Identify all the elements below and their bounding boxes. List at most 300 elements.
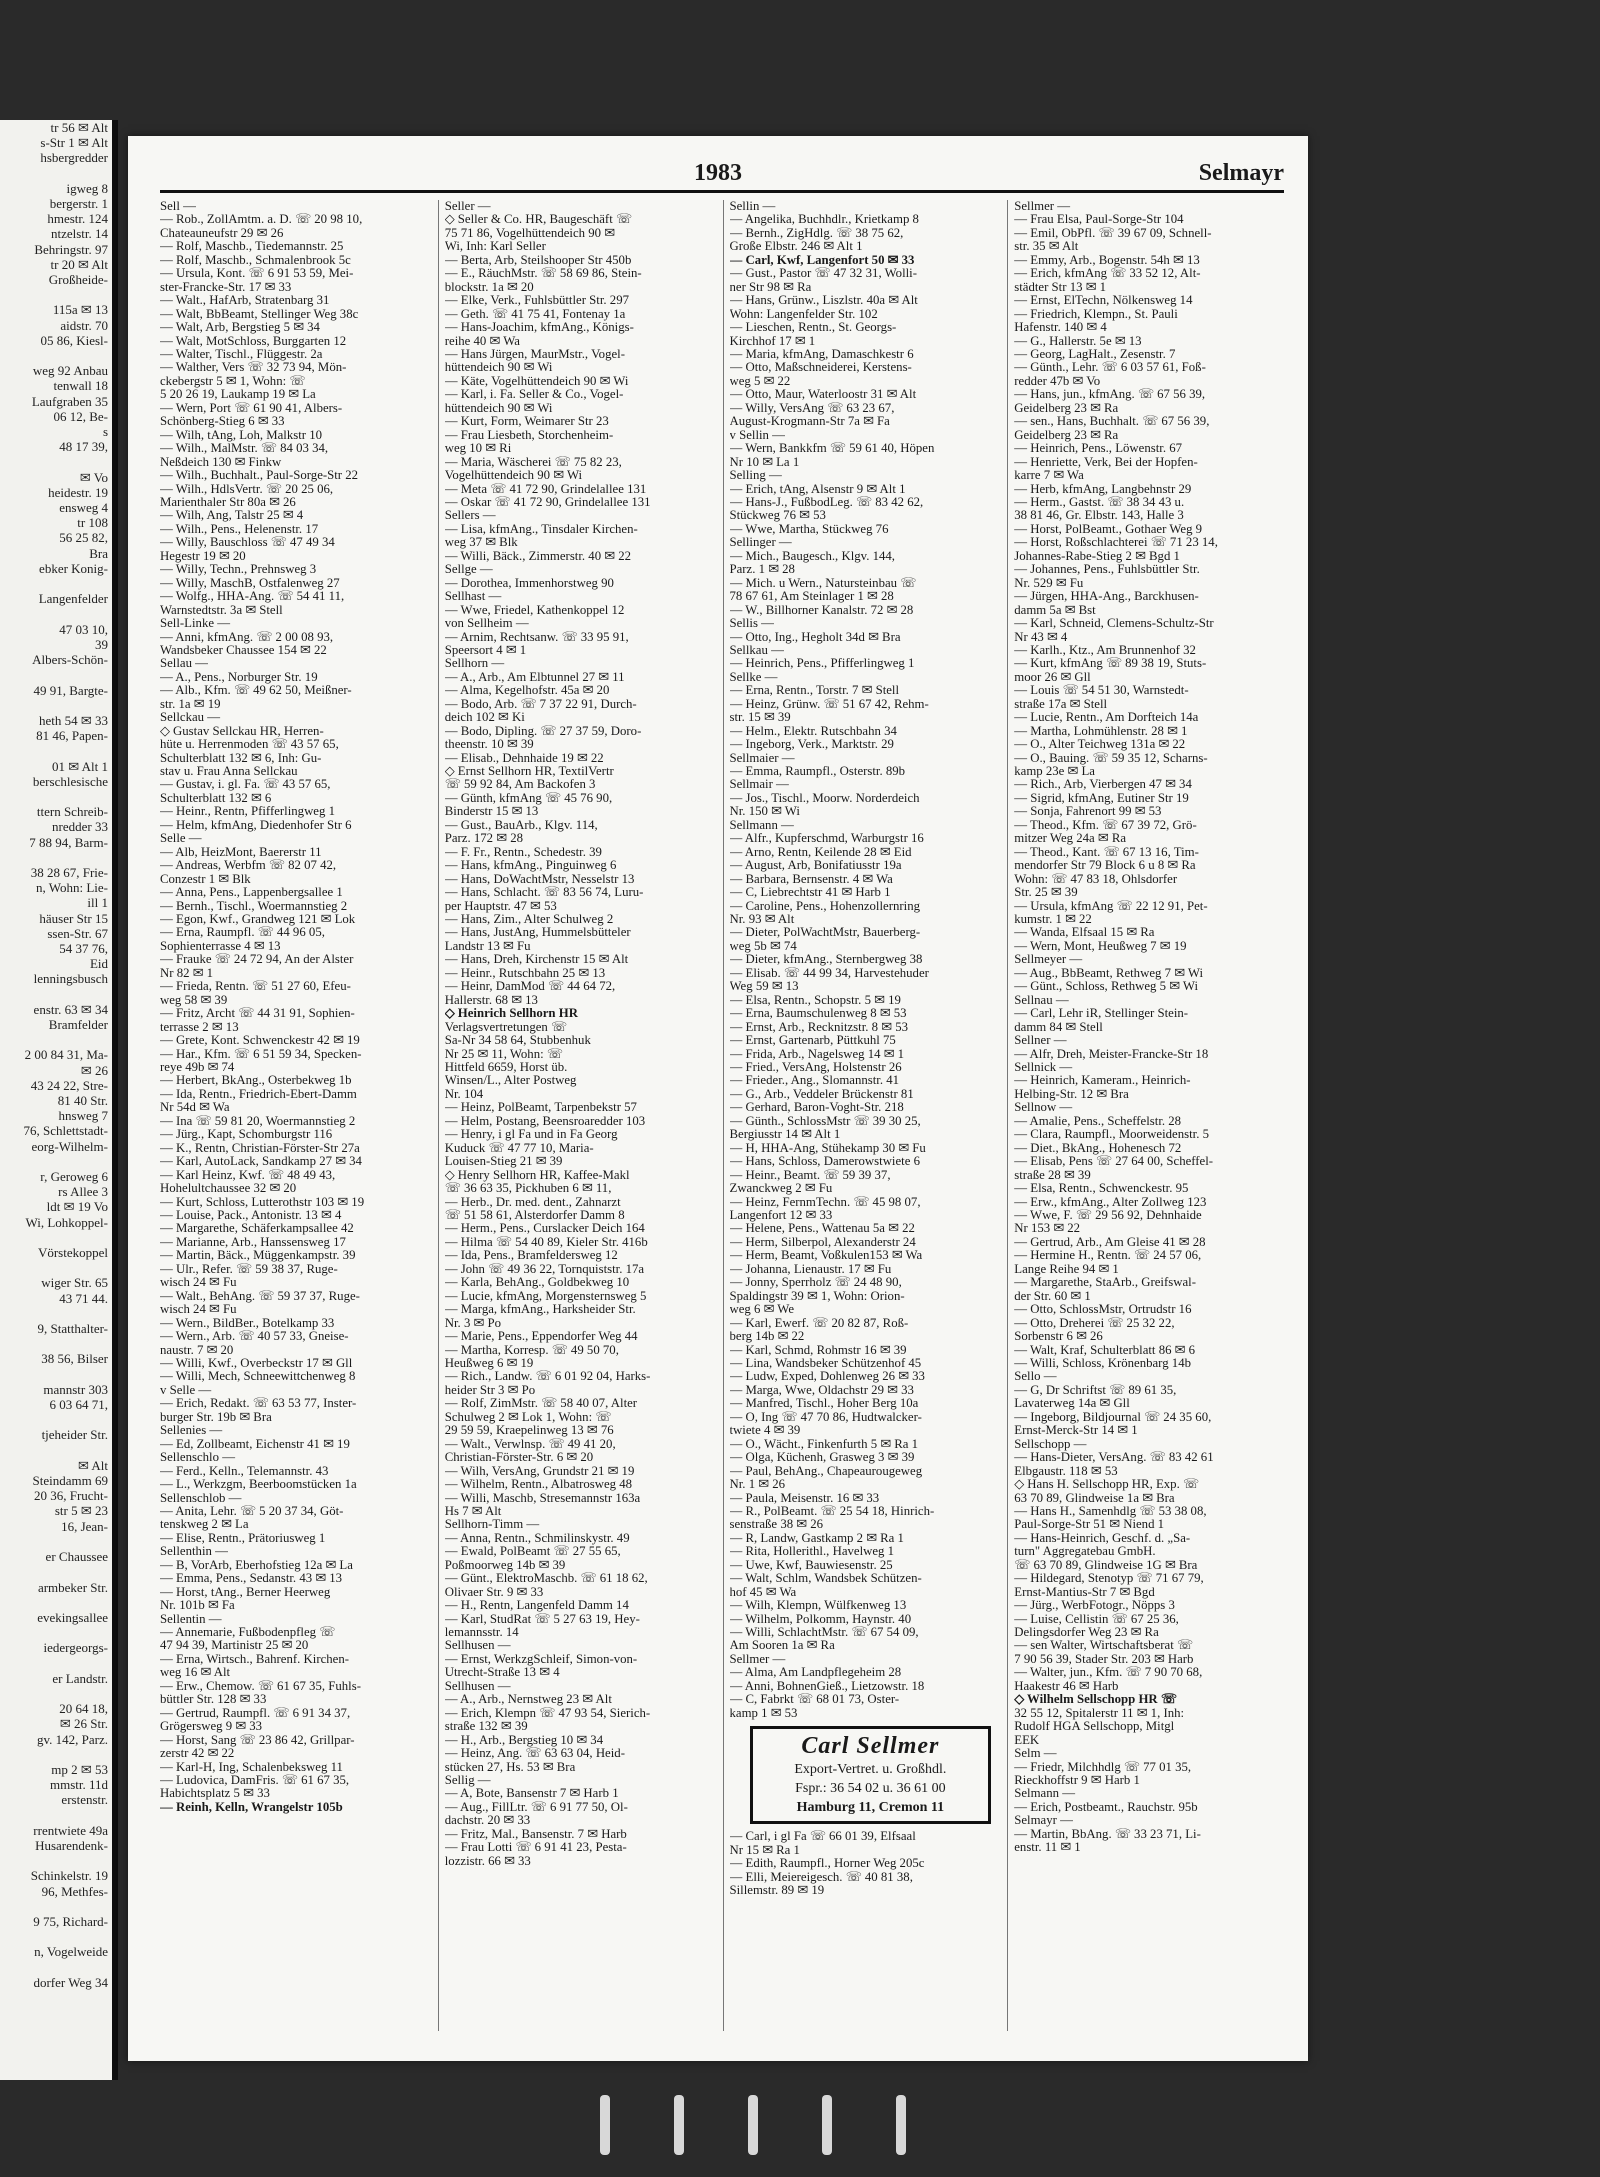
directory-entry-line: Sillemstr. 89 ✉ 19 [729,1884,825,1898]
directory-entry-line: — Louis ☏ 54 51 30, Warnstedt- [1014,684,1189,698]
directory-entry-line: — Helm., Elektr. Rutschbahn 34 [729,724,897,738]
surname-heading: Sellmair — [729,778,789,792]
directory-entry-line: — Karl, Ewerf. ☏ 20 82 87, Roß- [729,1316,909,1330]
directory-entry-line: — August, Arb, Bonifatiusstr 19a [729,859,902,873]
directory-entry-line: — Lisa, kfmAng., Tinsdaler Kirchen- [444,522,638,536]
directory-entry-line: Nr 54d ✉ Wa [160,1101,230,1115]
directory-entry-line: — Walt, Kraf, Schulterblatt 86 ✉ 6 [1014,1343,1196,1357]
directory-entry-line: — Karl-H, Ing, Schalenbeksweg 11 [160,1760,343,1774]
directory-entry-line: — Herb, kfmAng, Langbehnstr 29 [1014,482,1192,496]
directory-entry-line: — Wwe, F. ☏ 29 56 92, Dehnhaide [1014,1208,1202,1222]
page-number: 1983 [694,160,742,186]
directory-entry-line: 29 59 59, Kraepelinweg 13 ✉ 76 [444,1424,614,1438]
directory-entry-line: Rieckhoffstr 9 ✉ Harb 1 [1014,1774,1140,1788]
directory-entry-line: — O., Bauing. ☏ 59 35 12, Scharns- [1014,751,1208,765]
directory-entry-line: — Jos., Tischl., Moorw. Norderdeich [729,791,920,805]
left-page-line: nredder 33 [52,819,108,835]
directory-entry-line: — Wern, Mont, Heußweg 7 ✉ 19 [1014,939,1187,953]
directory-entry-line: — Karl, AutoLack, Sandkamp 27 ✉ 34 [160,1155,362,1169]
surname-heading: Sellig — [444,1774,491,1788]
surname-heading: Sellenschlo — [160,1451,235,1465]
left-page-line: ✉ Vo [79,469,108,485]
left-page-line: ✉ 26 Str. [59,1716,108,1732]
surname-heading: Selmann — [1014,1787,1076,1801]
directory-entry-line: straße 132 ✉ 39 [444,1720,528,1734]
directory-entry-line: Weg 59 ✉ 13 [729,980,799,994]
directory-entry-line: Sorbenstr 6 ✉ 26 [1014,1330,1103,1344]
directory-entry-line: — Hans-Dieter, VersAng. ☏ 83 42 61 [1014,1451,1214,1465]
surname-heading: Sellenthin — [160,1545,228,1559]
directory-entry-line: — Gerhard, Baron-Voght-Str. 218 [729,1101,904,1115]
directory-entry-line: berg 14b ✉ 22 [729,1330,805,1344]
left-page-line [0,166,112,181]
left-page-line: berschlesische [32,773,108,789]
directory-entry-line: damm 84 ✉ Stell [1014,1020,1103,1034]
directory-entry-line: — Jürg., WerbFotogr., Nöpps 3 [1014,1599,1175,1613]
directory-entry-line: — Frida, Arb., Nagelsweg 14 ✉ 1 [729,1047,905,1061]
directory-entry-line: — Rolf, ZimMstr. ☏ 58 40 07, Alter [444,1397,638,1411]
directory-entry-line: Lavaterweg 14a ✉ Gll [1014,1397,1130,1411]
surname-heading: Selm — [1014,1747,1057,1761]
directory-entry-line: reye 49b ✉ 74 [160,1061,235,1074]
directory-entry-line: — Wern, Bankkfm ☏ 59 61 40, Höpen [729,442,935,456]
directory-entry-line: — H., Arb., Bergstieg 10 ✉ 34 [444,1733,604,1747]
directory-entry-line: Nr 43 ✉ 4 [1014,630,1068,644]
directory-entry-line: — Jonny, Sperrholz ☏ 24 48 90, [729,1276,902,1290]
directory-entry-line: — Heinz, FernmTechn. ☏ 45 98 07, [729,1195,921,1209]
surname-heading: Sellkau — [729,643,784,657]
directory-entry-line: dachstr. 20 ✉ 33 [444,1814,531,1828]
directory-entry-line: Olivaer Str. 9 ✉ 33 [444,1585,544,1599]
advertisement-box [750,1726,992,1824]
directory-entry-line: Sa-Nr 34 58 64, Stubbenhuk [444,1034,591,1048]
directory-entry-line: — Hans, Dreh, Kirchenstr 15 ✉ Alt [444,953,629,967]
directory-entry-line: — Willi, SchlachtMstr. ☏ 67 54 09, [729,1626,919,1640]
directory-entry-line: — Geth. ☏ 41 75 41, Fontenay 1a [444,307,626,321]
directory-entry-line: Poßmoorweg 14b ✉ 39 [444,1558,566,1572]
directory-entry-line: — Elsa, Rentn., Schopstr. 5 ✉ 19 [729,993,901,1007]
directory-entry-line: — Ewald, PolBeamt ☏ 27 55 65, [444,1545,621,1559]
directory-entry-line: — Anita, Lehr. ☏ 5 20 37 34, Göt- [160,1504,344,1518]
directory-entry-line: hof 45 ✉ Wa [729,1585,797,1599]
directory-entry-line: — Otto, Maur, Waterloostr 31 ✉ Alt [729,388,917,402]
directory-entry-line: — Willy, Techn., Prehnsweg 3 [160,563,317,577]
directory-entry-line: — Emma, Raumpfl., Osterstr. 89b [729,765,906,779]
directory-entry-line: weg 37 ✉ Blk [444,536,518,550]
directory-entry-line: Christian-Förster-Str. 6 ✉ 20 [444,1451,594,1465]
directory-entry-line: — Hilma ☏ 54 40 89, Kieler Str. 416b [444,1235,648,1249]
directory-entry-line: — Jürg., Kapt, Schomburgstr 116 [160,1128,333,1142]
running-head: Selmayr [1198,160,1284,186]
directory-entry-line: — Herb., Dr. med. dent., Zahnarzt [444,1195,621,1209]
surname-heading: Sellhorn — [444,657,505,671]
directory-entry-line: — Wwe, Friedel, Kathenkoppel 12 [444,603,625,617]
directory-entry-line: Nr. 93 ✉ Alt [729,913,795,927]
directory-entry-line: — Elisab., Dehnhaide 19 ✉ 22 [444,751,604,765]
directory-entry-line: — Alb, HeizMont, Baererstr 11 [160,845,322,859]
directory-entry-line: — Sigrid, kfmAng, Eutiner Str 19 [1014,791,1189,805]
left-page-line: Steindamm 69 [32,1473,108,1489]
left-page-line [0,1260,112,1275]
directory-entry-line: Spaldingstr 39 ✉ 1, Wohn: Orion- [729,1289,905,1303]
directory-entry-line: EEK [1014,1733,1040,1747]
surname-heading: von Sellheim — [444,617,529,631]
surname-heading: Seller — [444,200,491,213]
directory-entry-line: — R, Landw, Gastkamp 2 ✉ Ra 1 [729,1531,904,1545]
directory-entry-line: — Hans, Schlacht. ☏ 83 56 74, Luru- [444,886,644,900]
directory-entry-line: Hs 7 ✉ Alt [444,1504,502,1518]
directory-entry-line: reihe 40 ✉ Wa [444,334,520,348]
directory-entry-line: Wohn: Langenfelder Str. 102 [729,307,878,321]
directory-entry-line: — Walt, BbBeamt, Stellinger Weg 38c [160,307,359,321]
ad-address-line: Hamburg 11, Cremon 11 [796,1800,945,1816]
directory-entry-line: — G, Dr Schriftst ☏ 89 61 35, [1014,1383,1177,1397]
directory-entry-line: — Karl, Schneid, Clemens-Schultz-Str [1014,617,1214,631]
directory-entry-line: Nr 25 ✉ 11, Wohn: ☏ [444,1047,563,1061]
directory-entry-line: — Jürgen, HHA-Ang., Barckhusen- [1014,590,1199,604]
sprocket-mark [822,2095,832,2155]
directory-entry-line: — Wilh., Buchhalt., Paul-Sorge-Str 22 [160,469,359,483]
left-page-line: str 5 ✉ 23 [54,1503,108,1519]
directory-entry-line: — Günth., Lehr. ☏ 6 03 57 61, Foß- [1014,361,1206,375]
directory-entry-line: — Carl, Kwf, Langenfort 50 ✉ 33 [729,253,915,267]
directory-entry-line: — Walther, Vers ☏ 32 73 94, Mön- [160,361,347,375]
directory-entry-line: — Hans, Schloss, Damerowstwiete 6 [729,1155,921,1169]
left-page-line: rs Allee 3 [58,1184,108,1200]
directory-entry-line: — Karla, BehAng., Goldbekweg 10 [444,1276,630,1290]
directory-entry-line: Nr 82 ✉ 1 [160,966,214,980]
directory-entry-line: — Willy, Bauschloss ☏ 47 49 34 [160,536,335,550]
directory-entry-line: Landstr 13 ✉ Fu [444,939,531,953]
directory-entry-line: — Ingeborg, Verk., Marktstr. 29 [729,738,894,752]
directory-entry-line: Nr 15 ✉ Ra 1 [729,1843,800,1857]
directory-entry-line: Louisen-Stieg 21 ✉ 39 [444,1155,563,1169]
directory-entry-line: — Karlh., Ktz., Am Brunnenhof 32 [1014,643,1196,657]
directory-entry-line: Hohelultchaussee 32 ✉ 20 [160,1182,297,1196]
surname-heading: Sellers — [444,509,496,523]
directory-entry-line: — Olga, Küchenh, Grasweg 3 ✉ 39 [729,1451,915,1465]
left-page-line: 05 86, Kiesl- [40,332,108,348]
sprocket-mark [600,2095,610,2155]
directory-entry-line: Zwanckweg 2 ✉ Fu [729,1182,833,1196]
directory-entry-line: — Erich, Redakt. ☏ 63 53 77, Inster- [160,1397,357,1411]
surname-heading: Sellke — [729,670,778,684]
directory-entry-line: — Aug., FillLtr. ☏ 6 91 77 50, Ol- [444,1800,628,1814]
directory-entry-line: — Johanna, Lienaustr. 17 ✉ Fu [729,1262,892,1276]
directory-entry-line: — Ludovica, DamFris. ☏ 61 67 35, [160,1774,350,1788]
directory-entry-line: — C, Liebrechtstr 41 ✉ Harb 1 [729,886,891,900]
directory-entry-line: — Emil, ObPfl. ☏ 39 67 09, Schnell- [1014,226,1212,240]
directory-entry-line: — Walt, MotSchloss, Burggarten 12 [160,334,347,348]
directory-entry-line: — Friedrich, Klempn., St. Pauli [1014,307,1178,321]
directory-entry-line: Ernst-Mantius-Str 7 ✉ Bgd [1014,1585,1155,1599]
directory-entry-line: — Horst, tAng., Berner Heerweg [160,1585,331,1599]
directory-entry-line: August-Krogmann-Str 7a ✉ Fa [729,415,890,429]
directory-entry-line: — Marga, Wwe, Oldachstr 29 ✉ 33 [729,1383,914,1397]
directory-entry-line: ◇ Wilhelm Sellschopp HR ☏ [1014,1693,1177,1707]
directory-entry-line: ◇ Ernst Sellhorn HR, TextilVertr [444,765,614,779]
directory-entry-line: — Uwe, Kwf, Bauwiesenstr. 25 [729,1558,893,1572]
directory-entry-line: — Wilh, tAng, Loh, Malkstr 10 [160,428,323,442]
directory-entry-line: ster-Francke-Str. 17 ✉ 33 [160,280,292,294]
column-2 [438,200,715,2031]
left-page-line [0,348,112,363]
directory-entry-line: ☏ 63 70 89, Glindweise 1G ✉ Bra [1014,1558,1198,1572]
directory-entry-line: — Willy, MaschB, Ostfalenweg 27 [160,576,340,590]
directory-entry-line: — Maria, Wäscherei ☏ 75 82 23, [444,455,622,469]
directory-entry-line: Geidelberg 23 ✉ Ra [1014,401,1119,415]
directory-entry-line: — Rita, Hollerithl., Havelweg 1 [729,1545,895,1559]
surname-heading: Sellinger — [729,536,792,550]
surname-heading: Sellnow — [1014,1101,1073,1115]
directory-page [128,136,1308,2061]
directory-entry-line: — Erw., kfmAng., Alter Zollweg 123 [1014,1195,1207,1209]
left-page-line: 43 71 44. [59,1290,108,1306]
directory-entry-line: — Heinr., Rentn, Pfifferlingweg 1 [160,805,335,819]
directory-entry-line: — Lucie, Rentn., Am Dorfteich 14a [1014,711,1199,725]
directory-entry-line: — Karl Heinz, Kwf. ☏ 48 49 43, [160,1168,336,1182]
surname-heading: Sell-Linke — [160,617,231,631]
directory-entry-line: ◇ Hans H. Sellschopp HR, Exp. ☏ [1014,1478,1199,1492]
left-page-line: s [102,424,108,440]
left-page-line: tjeheider Str. [41,1427,108,1443]
directory-entry-line: — Hans, DoWachtMstr, Nesselstr 13 [444,872,635,886]
directory-entry-line: — O., Alter Teichweg 131a ✉ 22 [1014,738,1186,752]
directory-entry-line: — Clara, Raumpfl., Moorweidenstr. 5 [1014,1128,1210,1142]
directory-entry-line: — Reinh, Kelln, Wrangelstr 105b [160,1800,343,1814]
directory-columns [160,200,1284,2031]
surname-heading: Sellhast — [444,590,502,604]
left-page-line [0,1960,112,1975]
directory-entry-line: Binderstr 15 ✉ 13 [444,805,539,819]
directory-entry-line: Ernst-Merck-Str 14 ✉ 1 [1014,1424,1138,1438]
directory-entry-line: Parz. 172 ✉ 28 [444,832,523,846]
directory-entry-line: — Herm., Pens., Curslacker Deich 164 [444,1222,645,1236]
left-page-line [0,1534,112,1549]
directory-entry-line: — Frieder., Ang., Slomannstr. 41 [729,1074,900,1088]
directory-entry-line: städter Str 13 ✉ 1 [1014,280,1107,294]
directory-entry-line: — Alma, Kegelhofstr. 45a ✉ 20 [444,684,610,698]
directory-entry-line: — Erna, Baumschulenweg 8 ✉ 53 [729,1007,907,1021]
directory-entry-line: blockstr. 1a ✉ 20 [444,280,534,294]
surname-heading: Sellmer — [729,1652,786,1666]
directory-entry-line: — Anni, BohnenGieß., Lietzowstr. 18 [729,1679,925,1693]
directory-entry-line: 38 81 46, Gr. Elbstr. 143, Halle 3 [1014,509,1184,523]
left-page-line: ill 1 [87,895,108,911]
directory-entry-line: — Frau Lotti ☏ 6 91 41 23, Pesta- [444,1841,627,1855]
left-page-line: tenwall 18 [53,378,108,394]
directory-entry-line: — H, HHA-Ang, Stühekamp 30 ✉ Fu [729,1141,926,1155]
directory-entry-line: — Alfr., Kupferschmd, Warburgstr 16 [729,832,924,846]
surname-heading: Sell — [160,200,196,213]
left-page-line: Behringstr. 97 [34,241,108,257]
directory-entry-line: — Heinrich, Pens., Löwenstr. 67 [1014,442,1183,456]
directory-entry-line: — Walt., HafArb, Stratenbarg 31 [160,294,330,308]
directory-entry-line: redder 47b ✉ Vo [1014,374,1101,388]
directory-entry-line: Schulterblatt 132 ✉ 6, Inh: Gu- [160,751,322,765]
directory-entry-line: — Rolf, Maschb., Tiedemannstr. 25 [160,240,344,254]
left-page-line: enstr. 63 ✉ 34 [33,1001,108,1017]
directory-entry-line: — Erw., Chemow. ☏ 61 67 35, Fuhls- [160,1679,361,1693]
directory-entry-line: kamp 23e ✉ La [1014,765,1095,779]
directory-entry-line: — Andreas, Werbfm ☏ 82 07 42, [160,859,337,873]
column-3 [723,200,1000,2031]
left-page-line [0,1929,112,1944]
directory-entry-line: — Manfred, Tischl., Hoher Berg 10a [729,1397,919,1411]
directory-entry-line: wisch 24 ✉ Fu [160,1303,237,1317]
directory-entry-line: — Wern, Port ☏ 61 90 41, Albers- [160,401,343,415]
directory-entry-line: — Ulr., Refer. ☏ 59 38 37, Ruge- [160,1262,338,1276]
directory-entry-line: Conzestr 1 ✉ Blk [160,872,251,886]
directory-entry-line: str. 15 ✉ 39 [729,711,791,725]
directory-entry-line: — K., Rentn, Christian-Förster-Str 27a [160,1141,360,1155]
directory-entry-line: Speersort 4 ✉ 1 [444,643,527,657]
directory-entry-line: — Bodo, Dipling. ☏ 27 37 59, Doro- [444,724,642,738]
directory-entry-line: — Fritz, Mal., Bansenstr. 7 ✉ Harb [444,1827,627,1841]
directory-entry-line: — Walt., BehAng. ☏ 59 37 37, Ruge- [160,1289,360,1303]
directory-entry-line: heider Str 3 ✉ Po [444,1383,536,1397]
directory-entry-line: Hittfeld 6659, Horst üb. [444,1061,568,1074]
directory-entry-line: ☏ 59 92 84, Am Backofen 3 [444,778,596,792]
directory-entry-line: — Günth., SchlossMstr ☏ 39 30 25, [729,1114,921,1128]
left-page-line: iedergeorgs- [43,1640,108,1656]
directory-entry-line: — Anni, kfmAng. ☏ 2 00 08 93, [160,630,334,644]
left-page-line: Laufgraben 35 [31,393,108,409]
directory-entry-line: ◇ Gustav Sellckau HR, Herren- [160,724,324,738]
directory-entry-line: — Helene, Pens., Wattenau 5a ✉ 22 [729,1222,915,1236]
left-page-line [0,576,112,591]
directory-entry-line: — Hans-J., FußbodLeg. ☏ 83 42 62, [729,495,924,509]
directory-entry-line: — Otto, SchlossMstr, Ortrudstr 16 [1014,1303,1192,1317]
directory-entry-line: karre 7 ✉ Wa [1014,469,1084,483]
directory-entry-line: Hegestr 19 ✉ 20 [160,549,246,563]
directory-entry-line: — Carl, i gl Fa ☏ 66 01 39, Elfsaal [729,1830,916,1844]
left-page-line [0,1443,112,1458]
directory-entry-line: — Herm., Gastst. ☏ 38 34 43 u. [1014,495,1185,509]
directory-entry-line: — Ernst, ElTechn, Nölkensweg 14 [1014,294,1193,308]
left-page-line: 54 37 76, [59,940,108,956]
surname-heading: Sellschopp — [1014,1437,1087,1451]
directory-entry-line: — Herbert, BkAng., Osterbekweg 1b [160,1074,352,1088]
directory-entry-line: — W., Billhorner Kanalstr. 72 ✉ 28 [729,603,914,617]
directory-entry-line: — Otto, Dreherei ☏ 25 32 22, [1014,1316,1175,1330]
directory-entry-line: — Gertrud, Raumpfl. ☏ 6 91 34 37, [160,1706,351,1720]
directory-entry-line: — Karl, StudRat ☏ 5 27 63 19, Hey- [444,1612,640,1626]
directory-entry-line: — Ursula, Kont. ☏ 6 91 53 59, Mei- [160,267,354,281]
left-page-line: Vörstekoppel [37,1245,108,1261]
directory-entry-line: — Wanda, Elfsaal 15 ✉ Ra [1014,926,1155,940]
directory-entry-line: stav u. Frau Anna Sellckau [160,765,298,779]
directory-entry-line: — Luise, Cellistin ☏ 67 25 36, [1014,1612,1179,1626]
directory-entry-line: — Meta ☏ 41 72 90, Grindelallee 131 [444,482,647,496]
directory-entry-line: wisch 24 ✉ Fu [160,1276,237,1290]
directory-entry-line: — Lucie, kfmAng, Morgensternsweg 5 [444,1289,647,1303]
column-1 [160,200,430,2031]
left-page-line [0,1686,112,1701]
directory-entry-line: — Herm, Silberpol, Alexanderstr 24 [729,1235,916,1249]
directory-entry-line: — Emmy, Arb., Bogenstr. 54h ✉ 13 [1014,253,1200,267]
directory-entry-line: — Walt., Verwlnsp. ☏ 49 41 20, [444,1437,616,1451]
directory-entry-line: — Ernst, WerkzgSchleif, Simon-von- [444,1652,638,1666]
directory-entry-line: — Willi, Schloss, Krönenbarg 14b [1014,1356,1191,1370]
directory-entry-line: — Diet., BkAng., Hohenesch 72 [1014,1141,1182,1155]
directory-entry-line: — Lieschen, Rentn., St. Georgs- [729,321,897,335]
directory-entry-line: — Heinz, Grünw. ☏ 51 67 42, Rehm- [729,697,929,711]
surname-heading: Sello — [1014,1370,1057,1384]
surname-heading: v Selle — [160,1383,212,1397]
ad-business-line: Export-Vertret. u. Großhdl. [794,1762,947,1778]
directory-entry-line: — Elisab. ☏ 44 99 34, Harvestehuder [729,966,929,980]
left-page-line [0,743,112,758]
directory-entry-line: — Marianne, Arb., Hanssensweg 17 [160,1235,346,1249]
left-page-line: Großheide- [48,272,108,288]
surname-heading: Sellnick — [1014,1061,1073,1074]
directory-entry-line: — Hildegard, Stenotyp ☏ 71 67 79, [1014,1572,1204,1586]
left-page-line: s-Str 1 ✉ Alt [40,135,108,151]
left-page-line: 47 03 10, [59,621,108,637]
directory-entry-line: — Heinr., Beamt. ☏ 59 39 37, [729,1168,891,1182]
directory-entry-line: — Marga, kfmAng., Harksheider Str. [444,1303,636,1317]
left-page-line: lenningsbusch [33,971,108,987]
directory-entry-line: — Herm, Beamt, Voßkulen153 ✉ Wa [729,1249,923,1263]
left-page-line: 49 91, Bargte- [33,682,108,698]
surname-heading: Sellis — [729,617,774,631]
directory-entry-line: — Wilhelm, Rentn., Albatrosweg 48 [444,1478,633,1492]
directory-entry-line: Hallerstr. 68 ✉ 13 [444,993,538,1007]
directory-entry-line: — Bernh., ZigHdlg. ☏ 38 75 62, [729,226,904,240]
directory-entry-line: — Horst, Sang ☏ 23 86 42, Grillpar- [160,1733,355,1747]
surname-heading: Sellmer — [1014,200,1071,213]
directory-entry-line: — Martha, Lohmühlenstr. 28 ✉ 1 [1014,724,1188,738]
directory-entry-line: ◇ Heinrich Sellhorn HR [444,1007,578,1021]
left-page-line: 16, Jean- [61,1518,108,1534]
directory-entry-line: Nr 153 ✉ 22 [1014,1222,1081,1236]
directory-entry-line: — Frieda, Rentn. ☏ 51 27 60, Efeu- [160,980,351,994]
left-page-line: mannstr 303 [43,1381,108,1397]
directory-entry-line: weg 5b ✉ 74 [729,939,797,953]
left-page-line: ✉ Alt [77,1457,108,1473]
directory-entry-line: Utrecht-Straße 13 ✉ 4 [444,1666,560,1680]
directory-entry-line: — Hermine H., Rentn. ☏ 24 57 06, [1014,1249,1202,1263]
left-page-line: 01 ✉ Alt 1 [51,758,108,774]
directory-entry-line: — Margarethe, StaArb., Greifswal- [1014,1276,1196,1290]
directory-entry-line: Nr 10 ✉ La 1 [729,455,800,469]
directory-entry-line: — Dieter, kfmAng., Sternbergweg 38 [729,953,923,967]
left-page-line: n, Wohn: Lie- [35,880,108,896]
left-page-line [0,667,112,682]
directory-entry-line: Nr. 104 [444,1087,484,1101]
directory-entry-line: — Grete, Kont. Schwenckestr 42 ✉ 19 [160,1034,360,1048]
directory-entry-line: büttler Str. 128 ✉ 33 [160,1693,267,1707]
directory-entry-line: — Berta, Arb, Steilshooper Str 450b [444,253,632,267]
left-page-line: rrentwiete 49a [33,1822,108,1838]
directory-entry-line: str. 1a ✉ 19 [160,697,221,711]
directory-entry-line: theenstr. 10 ✉ 39 [444,738,534,752]
directory-entry-line: — Erich, kfmAng ☏ 33 52 12, Alt- [1014,267,1201,281]
directory-entry-line: Str. 25 ✉ 39 [1014,886,1078,900]
left-page-line: eorg-Wilhelm- [31,1138,108,1154]
directory-entry-line: — Ludw, Exped, Dohlenweg 26 ✉ 33 [729,1370,925,1384]
sprocket-mark [674,2095,684,2155]
directory-entry-line: — E., RäuchMstr. ☏ 58 69 86, Stein- [444,267,642,281]
directory-entry-line: — Hans-Joachim, kfmAng., Königs- [444,321,634,335]
directory-entry-line: — Horst, PolBeamt., Gothaer Weg 9 [1014,522,1203,536]
left-page-line: 06 12, Be- [53,408,108,424]
directory-entry-line: Bergiusstr 14 ✉ Alt 1 [729,1128,841,1142]
directory-entry-line: — Walt, Schlm, Wandsbek Schützen- [729,1572,922,1586]
surname-heading: Sellmeyer — [1014,953,1083,967]
directory-entry-line: Heußweg 6 ✉ 19 [444,1356,534,1370]
